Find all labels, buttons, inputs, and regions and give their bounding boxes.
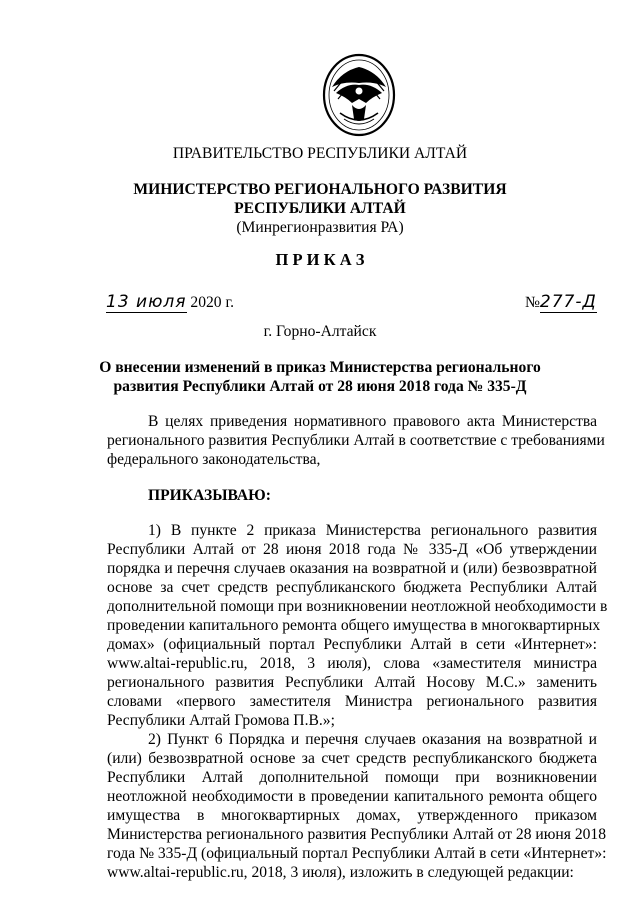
item1-line: домах» (официальный портал Республики Алтай в сети «Интернет»: xyxy=(107,636,597,653)
order-title-line2: развития Республики Алтай от 28 июня 2018 года № 335-Д xyxy=(113,378,527,395)
ministry-name-line2: РЕСПУБЛИКИ АЛТАЙ xyxy=(234,200,406,217)
order-year: 2020 г. xyxy=(190,294,235,311)
item1-line: 1) В пункте 2 приказа Министерства регионального развития xyxy=(148,522,597,539)
item1-line: основе за счет средств республиканского бюджета Республики Алтай xyxy=(107,579,597,596)
preamble-line: В целях приведения нормативного правового акта Министерства xyxy=(148,413,597,430)
item2-line: имущества в многоквартирных домах, утвержденного приказом xyxy=(107,807,597,824)
item2-line: 2) Пункт 6 Порядка и перечня случаев оказания на возвратной и xyxy=(148,731,597,748)
item2-line: Республики Алтай дополнительной помощи при возникновении xyxy=(107,769,597,786)
handwritten-number: 277-Д xyxy=(539,292,597,312)
government-name: ПРАВИТЕЛЬСТВО РЕСПУБЛИКИ АЛТАЙ xyxy=(172,145,468,162)
item2-line: года № 335-Д (официальный портал Республики Алтай в сети «Интернет»: xyxy=(107,845,607,862)
ministry-abbreviation: (Минрегионразвития РА) xyxy=(236,219,404,236)
preamble-line: регионального развития Республики Алтай в соответствие с требованиями xyxy=(107,432,605,449)
order-number xyxy=(525,292,597,313)
item1-line: порядка и перечня случаев оказания на возвратной и (или) безвозвратной xyxy=(107,560,597,577)
item1-line: регионального развития Республики Алтай Носову М.С.» заменить xyxy=(107,674,597,691)
item2-line: www.altai-republic.ru, 2018, 3 июля), изложить в следующей редакции: xyxy=(107,864,574,881)
item2-line: (или) безвозвратной основе за счет средств республиканского бюджета xyxy=(107,750,597,767)
handwritten-date: 13 июля xyxy=(106,292,187,312)
preamble-line: федерального законодательства, xyxy=(107,451,321,468)
item2-line: Министерства регионального развития Республики Алтай от 28 июня 2018 xyxy=(107,826,607,843)
item1-line: проведении капитального ремонта общего имущества в многоквартирных xyxy=(107,617,601,634)
ministry-name-line1: МИНИСТЕРСТВО РЕГИОНАЛЬНОГО РАЗВИТИЯ xyxy=(133,181,507,198)
order-date xyxy=(106,292,234,313)
item2-line: неотложной необходимости в проведении капитального ремонта общего xyxy=(107,788,597,805)
order-word: ПРИКАЗЫВАЮ: xyxy=(148,487,271,504)
coat-of-arms-emblem xyxy=(322,53,396,137)
city: г. Горно-Алтайск xyxy=(263,323,377,340)
order-title-line1: О внесении изменений в приказ Министерства регионального xyxy=(99,359,541,376)
item1-line: словами «первого заместителя Министра регионального развития xyxy=(107,693,597,710)
document-type: П Р И К А З xyxy=(275,250,365,269)
item1-line: дополнительной помощи при возникновении неотложной необходимости в xyxy=(107,598,608,615)
number-sign: № xyxy=(525,294,540,311)
item1-line: Республики Алтай от 28 июня 2018 года № 335-Д «Об утверждении xyxy=(107,541,597,558)
item1-line: www.altai-republic.ru, 2018, 3 июля), слова «заместителя министра xyxy=(107,655,597,672)
item1-line: Республики Алтай Громова П.В.»; xyxy=(107,712,335,729)
